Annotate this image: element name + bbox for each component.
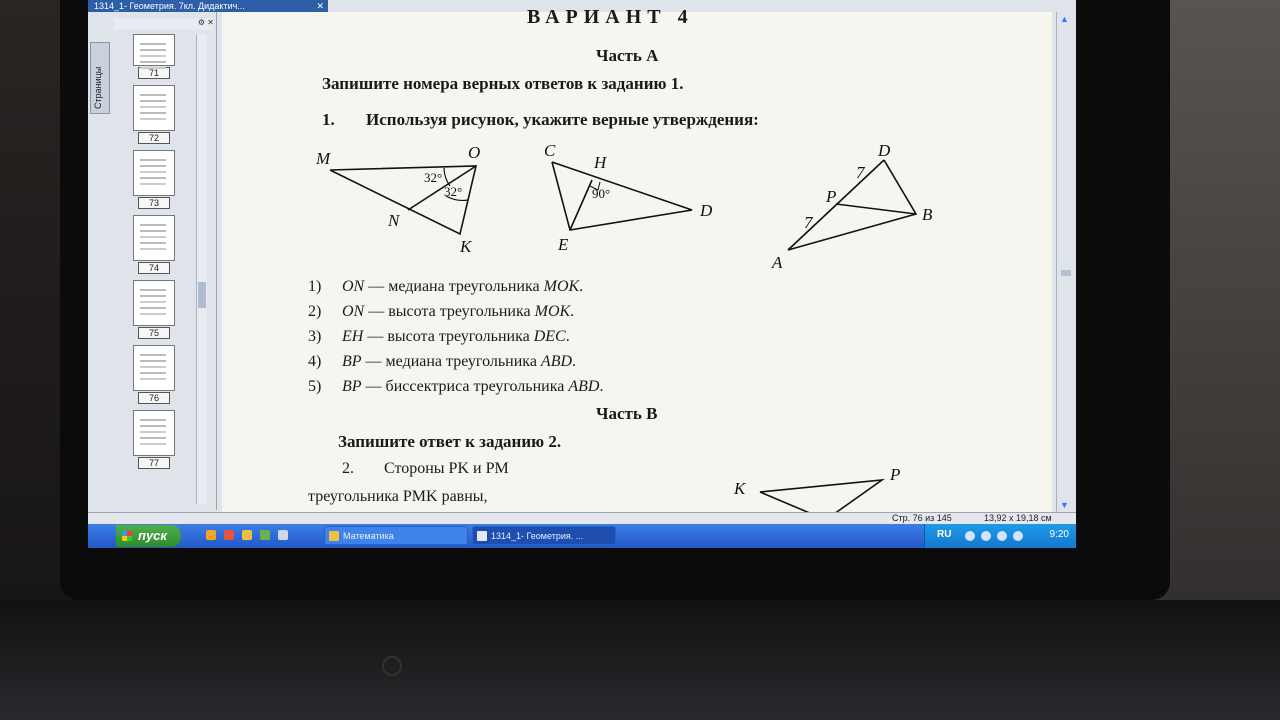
angle-label: 90°	[592, 186, 611, 201]
label-d: D	[878, 141, 891, 160]
label-p: P	[826, 187, 837, 206]
page-indicator: Стр. 76 из 145	[892, 513, 952, 523]
answer-option: 5) BP — биссектриса треугольника ABD.	[308, 378, 604, 395]
thumbnail-number: 74	[138, 262, 170, 274]
question-text: Используя рисунок, укажите верные утверждения:	[366, 110, 759, 129]
question-2-continued: треугольника PMK равны,	[308, 488, 488, 505]
label-n: N	[388, 211, 400, 230]
figure-triangle-ced	[544, 141, 713, 254]
scroll-up-icon[interactable]: ▲	[1060, 14, 1069, 24]
taskbar-item-document[interactable]: 1314_1- Геометрия. ...	[472, 526, 616, 545]
quicklaunch-icon[interactable]	[260, 530, 270, 540]
scrollbar-thumb[interactable]	[198, 282, 206, 308]
label-o: O	[468, 143, 481, 162]
pages-panel	[88, 12, 217, 510]
task2-instruction: Запишите ответ к заданию 2.	[338, 432, 562, 451]
length-label: 7	[856, 163, 865, 182]
taskbar-item-folder[interactable]: Математика	[324, 526, 468, 545]
scrollbar-thumb[interactable]	[1061, 270, 1071, 276]
document-scrollbar[interactable]	[1056, 12, 1075, 512]
question-2	[342, 460, 509, 478]
angle-label: 32°	[424, 170, 443, 185]
quicklaunch-icon[interactable]	[242, 530, 252, 540]
variant-heading: ВАРИАНТ 4	[527, 6, 694, 28]
question-text: Стороны PK и PM	[384, 460, 509, 477]
page-thumbnail[interactable]	[133, 280, 175, 326]
task1-instruction: Запишите номера верных ответов к заданию 1.	[322, 74, 684, 93]
label-d: D	[700, 201, 713, 220]
label-c: C	[544, 141, 556, 160]
page-size: 13,92 х 19,18 см	[984, 513, 1052, 523]
tray-icon[interactable]	[965, 531, 975, 541]
quicklaunch-icon[interactable]	[206, 530, 216, 540]
pages-tab-label: Страницы	[93, 66, 103, 109]
taskbar	[88, 524, 1076, 548]
page-thumbnail[interactable]	[133, 410, 175, 456]
figures-question-1	[222, 138, 1052, 278]
scroll-down-icon[interactable]: ▼	[1060, 500, 1069, 510]
thumbnail-number: 77	[138, 457, 170, 469]
answer-options	[308, 274, 603, 399]
tray-icon[interactable]	[1013, 531, 1023, 541]
document-page	[222, 6, 1052, 512]
laptop-base	[0, 600, 1280, 720]
part-b-heading: Часть В	[596, 404, 658, 423]
start-button[interactable]: пуск	[116, 525, 181, 547]
label-b: B	[922, 205, 933, 224]
tray-icon[interactable]	[981, 531, 991, 541]
pdf-icon	[477, 531, 487, 541]
quicklaunch-icon[interactable]	[278, 530, 288, 540]
screen	[88, 0, 1076, 548]
label-k: K	[734, 479, 746, 498]
label-p: P	[890, 465, 901, 484]
angle-label: 32°	[444, 184, 463, 199]
thumbnail-number: 73	[138, 197, 170, 209]
label-k: K	[460, 237, 472, 256]
clock: 9:20	[1049, 529, 1069, 540]
window-title-bar	[88, 0, 328, 12]
power-icon	[382, 656, 402, 676]
thumbnail-number: 75	[138, 327, 170, 339]
language-indicator[interactable]: RU	[937, 529, 952, 540]
figure-triangle-mok	[315, 143, 480, 256]
answer-option: 2) ON — высота треугольника MOK.	[308, 303, 575, 320]
question-number: 2.	[342, 460, 354, 477]
thumbnail-number: 76	[138, 392, 170, 404]
thumbnail-number: 71	[138, 67, 170, 79]
answer-option: 3) EH — высота треугольника DEC.	[308, 328, 570, 345]
label-a: A	[772, 253, 783, 272]
length-label: 7	[804, 213, 813, 232]
page-thumbnail[interactable]	[133, 215, 175, 261]
figure-triangle-pmk	[722, 464, 942, 514]
thumbnail-list	[114, 34, 194, 475]
page-thumbnail[interactable]	[133, 150, 175, 196]
thumbnail-number: 72	[138, 132, 170, 144]
page-thumbnail[interactable]	[133, 85, 175, 131]
label-e: E	[558, 235, 569, 254]
label-h: H	[594, 153, 607, 172]
page-thumbnail[interactable]	[133, 345, 175, 391]
thumbnail-scrollbar[interactable]	[196, 34, 207, 504]
answer-option: 4) BP — медиана треугольника ABD.	[308, 353, 577, 370]
folder-icon	[329, 531, 339, 541]
label-m: M	[316, 149, 331, 168]
page-thumbnail[interactable]	[133, 34, 175, 66]
question-number: 1.	[322, 110, 335, 129]
window-title: 1314_1- Геометрия. 7кл. Дидактич...	[94, 1, 245, 11]
answer-option: 1) ON — медиана треугольника MOK.	[308, 278, 584, 295]
system-tray	[924, 524, 1076, 548]
pages-panel-tab[interactable]	[90, 42, 110, 114]
part-a-heading: Часть А	[596, 46, 659, 65]
question-1	[322, 110, 759, 130]
quicklaunch-icon[interactable]	[224, 530, 234, 540]
close-icon[interactable]: ✕	[316, 1, 324, 11]
panel-options-icon[interactable]: ⚙ ✕	[114, 18, 214, 30]
tray-icon[interactable]	[997, 531, 1007, 541]
figure-triangle-abd	[771, 141, 933, 272]
